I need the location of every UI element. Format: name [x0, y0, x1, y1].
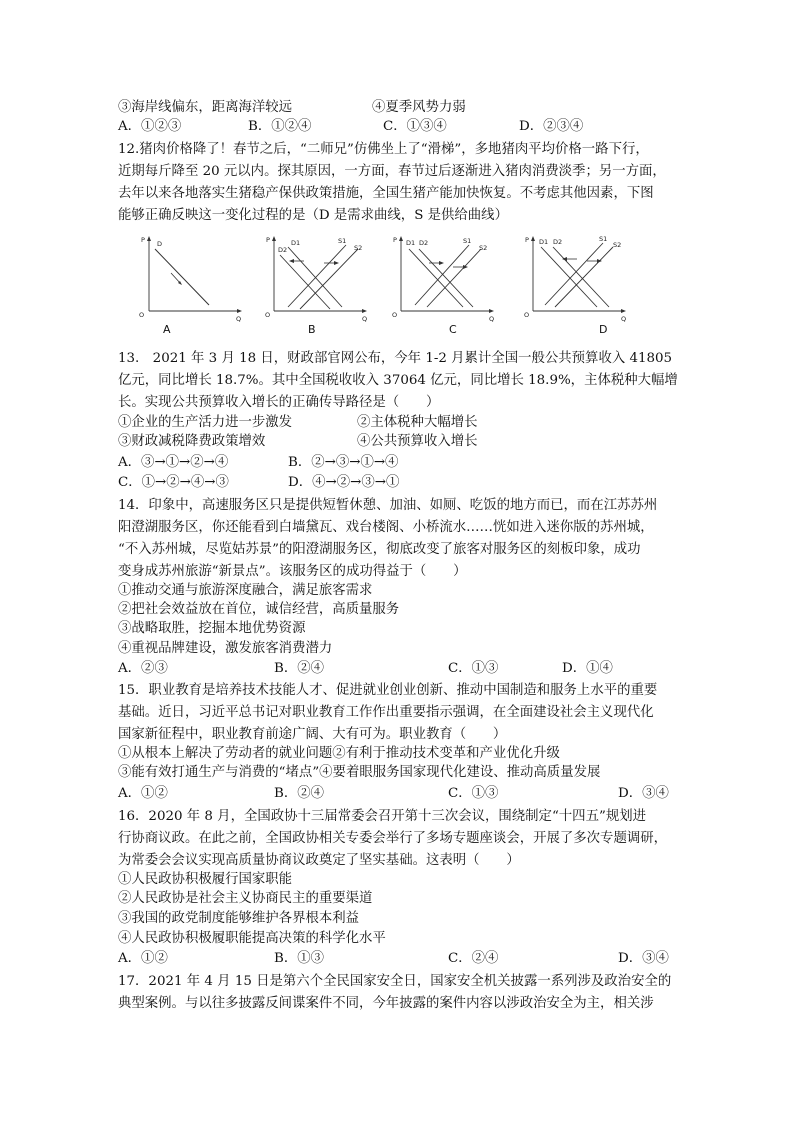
graph-d-d1-label: D1 — [539, 238, 549, 246]
graph-b-label: B — [308, 323, 316, 336]
q14-stem-1: 14．印象中，高速服务区只是提供短暂休憩、加油、如厕、吃饭的地方而已，而在江苏苏州 — [118, 498, 658, 513]
graph-a-q-axis: Q — [236, 315, 242, 323]
q14-item-1: ①推动交通与旅游深度融合，满足旅客需求 — [118, 583, 373, 598]
graph-d-d2-label: D2 — [553, 238, 563, 246]
graph-c-d2-label: D2 — [419, 239, 429, 247]
graph-c-d1-label: D1 — [406, 239, 416, 247]
graph-b-origin: O — [265, 311, 271, 319]
graph-b-d2-label: D2 — [278, 246, 288, 254]
q16-option-b[interactable]: B．①③ — [274, 951, 325, 966]
q11-options — [118, 118, 678, 136]
q14-item-2: ②把社会效益放在首位，诚信经营，高质量服务 — [118, 602, 400, 617]
q12-stem-1: 12.猪肉价格降了！春节之后，“二师兄”仿佛坐上了“滑梯”，多地猪肉平均价格一路下行， — [118, 142, 649, 157]
q14-option-b[interactable]: B．②④ — [274, 661, 325, 676]
q17-stem-1: 17．2021 年 4 月 15 日是第六个全民国家安全日，国家安全机关披露一系列涉及政治安全的 — [118, 974, 672, 989]
q14-option-c[interactable]: C．①③ — [448, 661, 499, 676]
q16-stem-2: 行协商议政。在此之前，全国政协相关专委会举行了多场专题座谈会，开展了多次专题调研， — [118, 831, 668, 846]
graph-d[interactable] — [523, 233, 631, 323]
q12-stem-4: 能够正确反映这一变化过程的是（D 是需求曲线，S 是供给曲线） — [118, 208, 508, 223]
q14-stem-4: 变身成苏州旅游“新景点”。该服务区的成功得益于（ ） — [118, 564, 467, 579]
q16-item-3: ③我国的政党制度能够维护各界根本利益 — [118, 911, 360, 926]
graph-c-s1-label: S1 — [463, 237, 472, 245]
q14-item-3: ③战略取胜，挖掘本地优势资源 — [118, 621, 306, 636]
graph-b[interactable] — [264, 233, 372, 323]
graph-d-label: D — [599, 323, 608, 336]
q12-stem-2: 近期每斤降至 20 元以内。探其原因，一方面，春节过后逐渐进入猪肉消费淡季；另一方面， — [118, 164, 666, 179]
q13-stem-3: 长。实现公共预算收入增长的正确传导路径是（ ） — [118, 395, 440, 410]
graph-c-label: C — [449, 323, 457, 336]
q15-stem-2: 基础。近日，习近平总书记对职业教育工作作出重要指示强调，在全面建设社会主义现代化 — [118, 705, 654, 720]
q13-option-d[interactable]: D．④→②→③→① — [288, 475, 400, 490]
graph-a-p-axis: P — [141, 236, 145, 244]
q15-option-d[interactable]: D．③④ — [618, 786, 669, 801]
q16-option-a[interactable]: A．①② — [118, 951, 168, 966]
q15-option-b[interactable]: B．②④ — [274, 786, 325, 801]
q11-item-4: ④夏季风势力弱 — [372, 100, 466, 115]
q11-option-d[interactable]: D．②③④ — [519, 119, 584, 134]
q15-options — [118, 785, 678, 803]
graph-a-label: A — [163, 323, 171, 336]
q13-stem-1: 13. 2021 年 3 月 18 日，财政部官网公布，今年 1-2 月累计全国一般公共预算收入 41805 — [118, 351, 673, 366]
q15-items-row-1: ①从根本上解决了劳动者的就业问题②有利于推动技术变革和产业优化升级 — [118, 746, 560, 761]
q16-options — [118, 950, 678, 968]
graph-d-p-axis: P — [525, 236, 529, 244]
q14-option-d[interactable]: D．①④ — [562, 661, 613, 676]
graph-c-p-axis: P — [393, 236, 397, 244]
graph-a[interactable] — [135, 233, 243, 323]
graph-d-s1-label: S1 — [599, 235, 608, 243]
graph-a-d-label: D — [157, 240, 163, 248]
q16-stem-1: 16．2020 年 8 月，全国政协十三届常委会召开第十三次会议，围绕制定“十四五”规划进 — [118, 809, 646, 824]
q15-option-c[interactable]: C．①③ — [448, 786, 499, 801]
q13-item-2: ②主体税种大幅增长 — [357, 415, 478, 430]
q13-item-1: ①企业的生产活力进一步激发 — [118, 415, 293, 430]
q15-items-row-2: ③能有效打通生产与消费的“堵点”④要着眼服务国家现代化建设、推动高质量发展 — [118, 765, 601, 780]
q16-item-1: ①人民政协积极履行国家职能 — [118, 872, 293, 887]
q16-option-d[interactable]: D．③④ — [618, 951, 669, 966]
q11-option-c[interactable]: C．①③④ — [383, 119, 447, 134]
q16-option-c[interactable]: C．②④ — [448, 951, 499, 966]
q17-stem-2: 典型案例。与以往多披露反间谍案件不同，今年披露的案件内容以涉政治安全为主，相关涉 — [118, 996, 654, 1011]
q12-stem-3: 去年以来各地落实生猪稳产保供政策措施，全国生猪产能加快恢复。不考虑其他因素，下图 — [118, 186, 654, 201]
graph-b-s1-label: S1 — [338, 237, 347, 245]
q15-stem-1: 15．职业教育是培养技术技能人才、促进就业创业创新、推动中国制造和服务上水平的重要 — [118, 683, 658, 698]
q13-item-3: ③财政减税降费政策增效 — [118, 434, 266, 449]
graph-b-s2-label: S2 — [354, 244, 363, 252]
graph-b-d1-label: D1 — [291, 239, 301, 247]
q13-options-row-2 — [118, 474, 678, 492]
q13-item-4: ④公共预算收入增长 — [357, 434, 478, 449]
graph-c[interactable] — [391, 233, 499, 323]
q11-item-3: ③海岸线偏东，距离海洋较远 — [118, 100, 293, 115]
graph-c-s2-label: S2 — [479, 244, 488, 252]
graph-c-q-axis: Q — [489, 315, 495, 323]
graph-b-q-axis: Q — [362, 315, 368, 323]
q11-option-b[interactable]: B．①②④ — [248, 119, 312, 134]
q14-option-a[interactable]: A．②③ — [118, 661, 168, 676]
graph-d-q-axis: Q — [621, 315, 627, 323]
q13-options-row-1 — [118, 454, 678, 472]
q15-stem-3: 国家新征程中，职业教育前途广阔、大有可为。职业教育（ ） — [118, 727, 507, 742]
q13-option-a[interactable]: A．③→①→②→④ — [118, 455, 229, 470]
q14-item-4: ④重视品牌建设，激发旅客消费潜力 — [118, 641, 333, 656]
graph-d-origin: O — [524, 311, 530, 319]
graph-c-origin: O — [392, 311, 398, 319]
q14-stem-2: 阳澄湖服务区，你还能看到白墙黛瓦、戏台楼阁、小桥流水……恍如进入迷你版的苏州城， — [118, 520, 654, 535]
q16-item-2: ②人民政协是社会主义协商民主的重要渠道 — [118, 891, 373, 906]
graph-a-origin: O — [139, 311, 145, 319]
q16-stem-3: 为常委会会议实现高质量协商议政奠定了坚实基础。这表明（ ） — [118, 853, 520, 868]
q16-item-4: ④人民政协积极履职能提高决策的科学化水平 — [118, 931, 386, 946]
graph-b-p-axis: P — [266, 236, 270, 244]
graph-d-s2-label: S2 — [613, 241, 622, 249]
q14-stem-3: “不入苏州城，尽览姑苏景”的阳澄湖服务区，彻底改变了旅客对服务区的刻板印象，成功 — [118, 542, 641, 557]
q11-option-a[interactable]: A．①②③ — [118, 119, 182, 134]
q13-option-b[interactable]: B．②→③→①→④ — [288, 455, 399, 470]
q13-stem-2: 亿元，同比增长 18.7%。其中全国税收收入 37064 亿元，同比增长 18.9%，主体税种大幅增 — [118, 373, 678, 388]
q13-option-c[interactable]: C．①→②→④→③ — [118, 475, 229, 490]
q14-options — [118, 660, 678, 678]
q15-option-a[interactable]: A．①② — [118, 786, 168, 801]
